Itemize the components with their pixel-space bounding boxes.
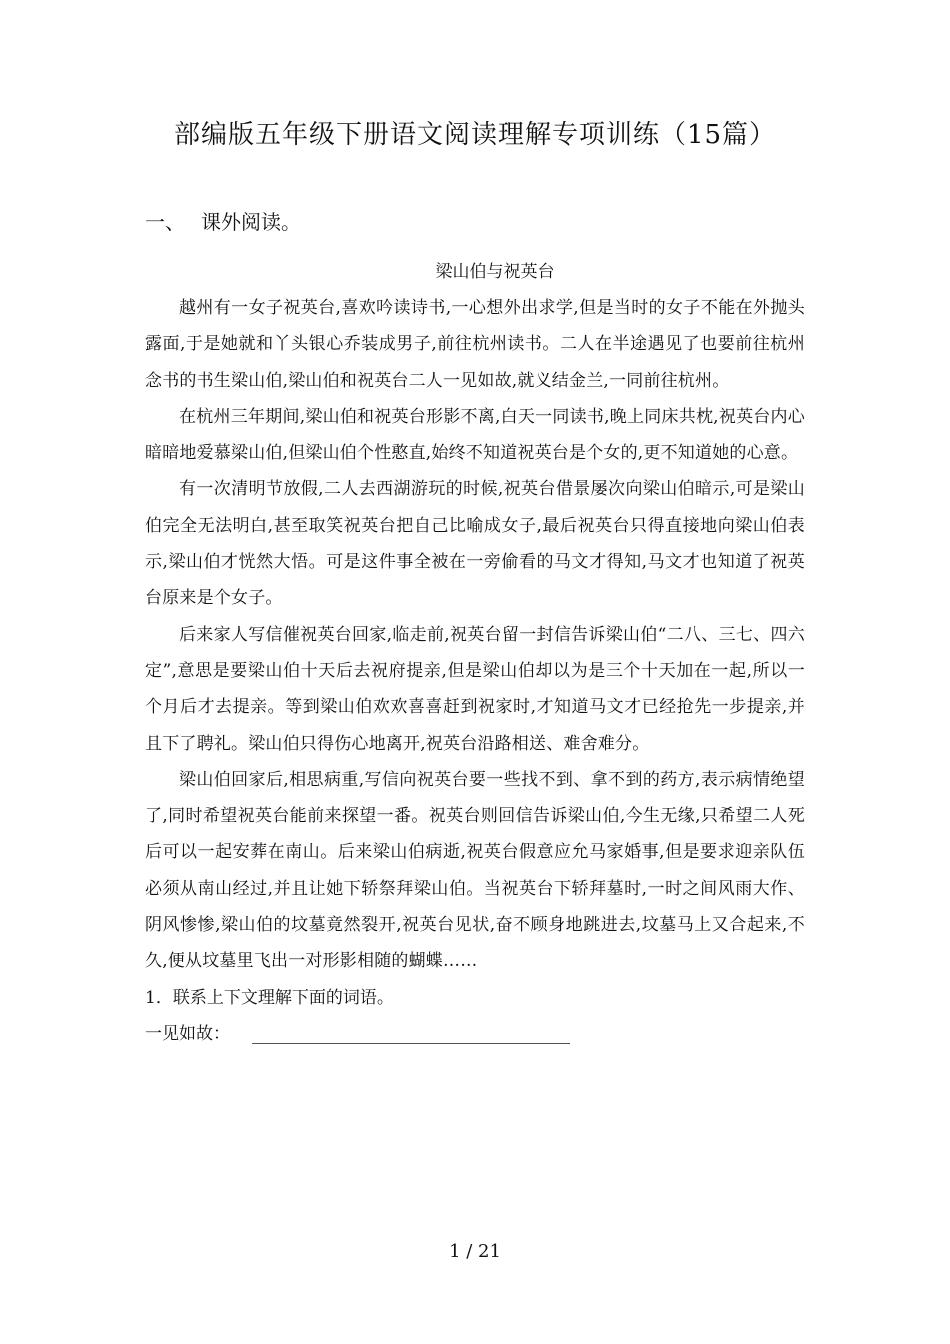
section-heading	[145, 206, 301, 238]
story-paragraph: 梁山伯回家后,相思病重,写信向祝英台要一些找不到、拿不到的药方,表示病情绝望了,同时希望祝英台能前来探望一番。祝英台则回信告诉梁山伯,今生无缘,只希望二人死后可以一起安葬在南山。后来梁山伯病逝,祝英台假意应允马家婚事,但是要求迎亲队伍必须从南山经过,并且让她下轿祭拜梁山伯。当祝英台下轿拜墓时,一时之间风雨大作、阴风惨惨,梁山伯的坟墓竟然裂开,祝英台见状,奋不顾身地跳进去,坟墓马上又合起来,不久,便从坟墓里飞出一对形影相随的蝴蝶……	[145, 769, 805, 972]
question-1: 1．联系上下文理解下面的词语。	[145, 987, 394, 1008]
story-paragraph: 后来家人写信催祝英台回家,临走前,祝英台留一封信告诉梁山伯“二八、三七、四六定”,意思是要梁山伯十天后去祝府提亲,但是梁山伯却以为是三个十天加在一起,所以一个月后才去提亲。等到梁山伯欢欢喜喜赶到祝家时,才知道马文才已经抢先一步提亲,并且下了聘礼。梁山伯只得伤心地离开,祝英台沿路相送、难舍难分。	[145, 624, 805, 754]
story-paragraph: 越州有一女子祝英台,喜欢吟读诗书,一心想外出求学,但是当时的女子不能在外抛头露面,于是她就和丫头银心乔装成男子,前往杭州读书。二人在半途遇见了也要前往杭州念书的书生梁山伯,梁山伯和祝英台二人一见如故,就义结金兰,一同前往杭州。	[145, 298, 805, 391]
page-number: 1 / 21	[449, 1241, 501, 1262]
story-paragraph: 有一次清明节放假,二人去西湖游玩的时候,祝英台借景屡次向梁山伯暗示,可是梁山伯完全无法明白,甚至取笑祝英台把自己比喻成女子,最后祝英台只得直接地向梁山伯表示,梁山伯才恍然大悟。可是这件事全被在一旁偷看的马文才得知,马文才也知道了祝英台原来是个女子。	[145, 479, 805, 609]
section-label: 课外阅读。	[201, 210, 301, 234]
section-number: 一、	[145, 210, 185, 234]
answer-blank-line[interactable]	[252, 1021, 570, 1044]
document-title: 部编版五年级下册语文阅读理解专项训练（15篇）	[173, 120, 777, 150]
story-title: 梁山伯与祝英台	[435, 262, 555, 282]
reading-passage	[145, 254, 805, 1052]
question-1-item	[145, 1016, 805, 1052]
story-paragraph: 在杭州三年期间,梁山伯和祝英台形影不离,白天一同读书,晚上同床共枕,祝英台内心暗暗地爱慕梁山伯,但梁山伯个性憨直,始终不知道祝英台是个女的,更不知道她的心意。	[145, 406, 805, 464]
question-1-term: 一见如故：	[145, 1023, 230, 1044]
